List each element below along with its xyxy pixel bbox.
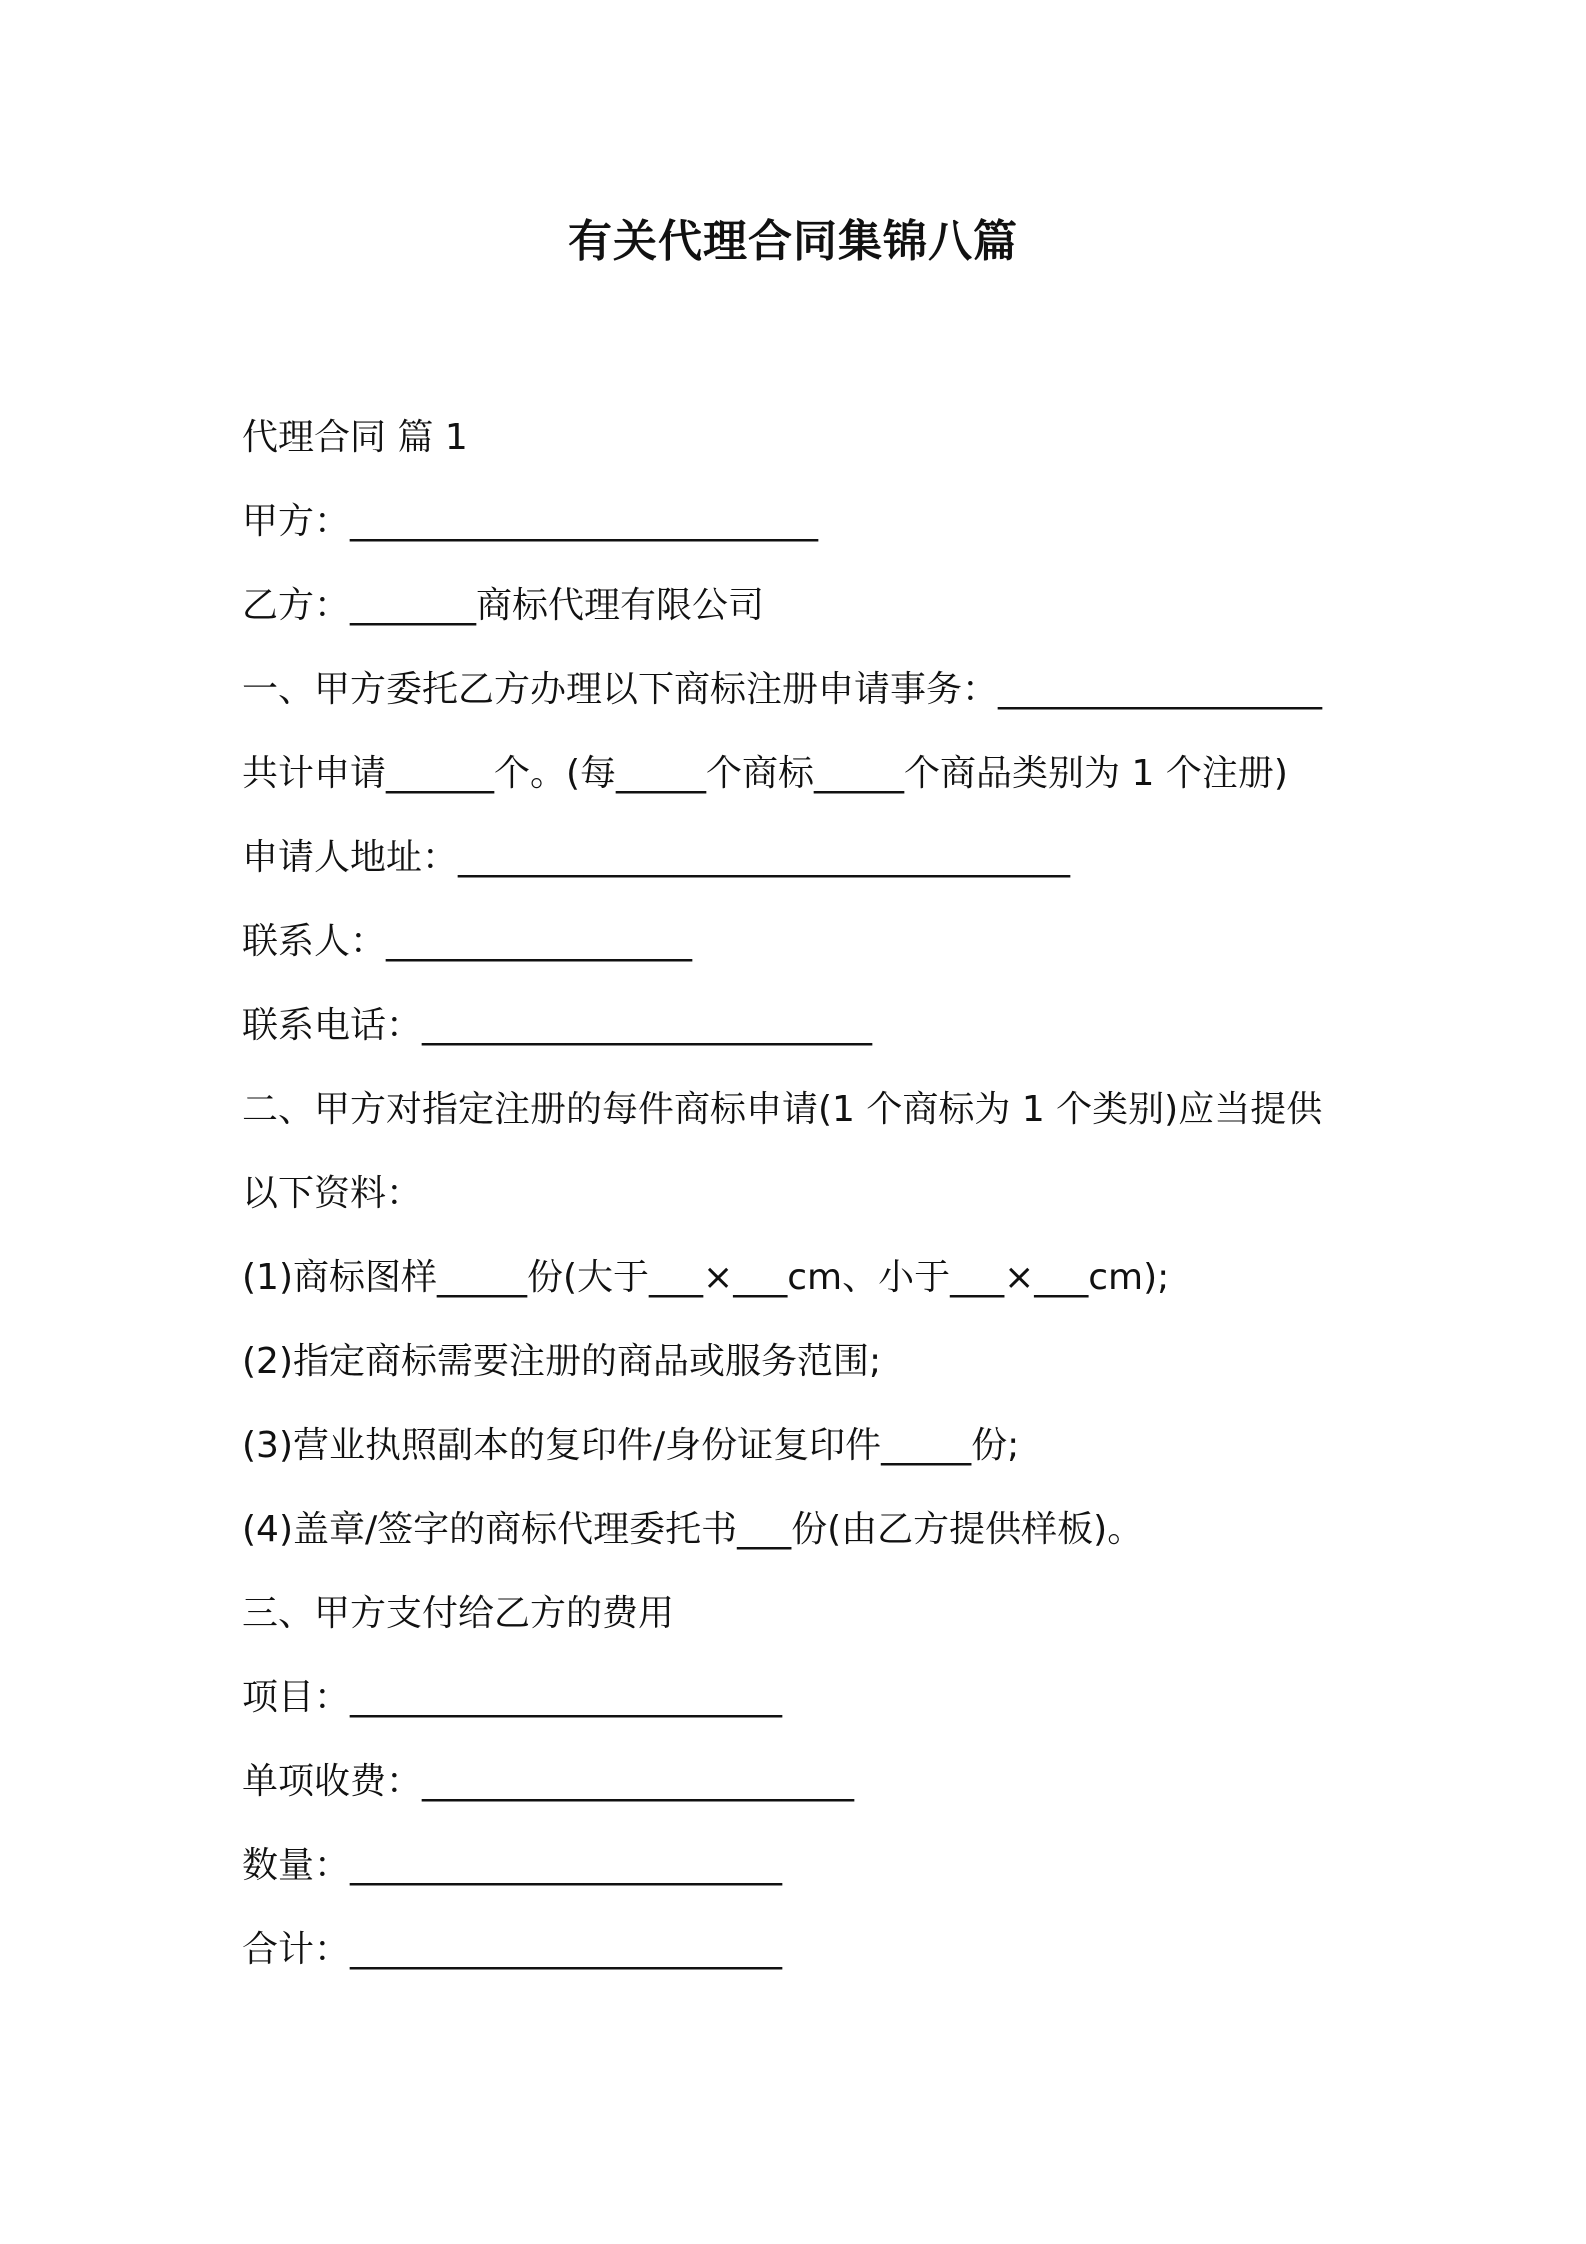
applicant-address-field: 申请人地址：__________________________________ [242, 837, 1071, 878]
clause-two-continued: 以下资料： [242, 1173, 423, 1214]
clause-two: 二、甲方对指定注册的每件商标申请(1 个商标为 1 个类别)应当提供 [242, 1089, 1323, 1130]
material-item-1: (1)商标图样_____份(大于___×___cm、小于___×___cm); [242, 1257, 1170, 1298]
party-a-field: 甲方：__________________________ [242, 501, 819, 542]
material-item-4: (4)盖章/签字的商标代理委托书___份(由乙方提供样板)。 [242, 1509, 1144, 1550]
clause-three: 三、甲方支付给乙方的费用 [242, 1593, 675, 1634]
document-body [242, 408, 1362, 2004]
material-item-2: (2)指定商标需要注册的商品或服务范围; [242, 1341, 882, 1382]
unit-fee-field: 单项收费：________________________ [242, 1761, 855, 1802]
document-title: 有关代理合同集锦八篇 [568, 216, 1018, 267]
party-b-field: 乙方：_______商标代理有限公司 [242, 585, 765, 626]
clause-one: 一、甲方委托乙方办理以下商标注册申请事务：__________________ [242, 669, 1323, 710]
section-heading: 代理合同 篇 1 [242, 417, 468, 458]
quantity-field: 数量：________________________ [242, 1845, 783, 1886]
application-count: 共计申请______个。(每_____个商标_____个商品类别为 1 个注册) [242, 753, 1288, 794]
fee-item-field: 项目：________________________ [242, 1677, 783, 1718]
contact-phone-field: 联系电话：_________________________ [242, 1005, 873, 1046]
total-field: 合计：________________________ [242, 1929, 783, 1970]
material-item-3: (3)营业执照副本的复印件/身份证复印件_____份; [242, 1425, 1020, 1466]
contact-person-field: 联系人：_________________ [242, 921, 693, 962]
